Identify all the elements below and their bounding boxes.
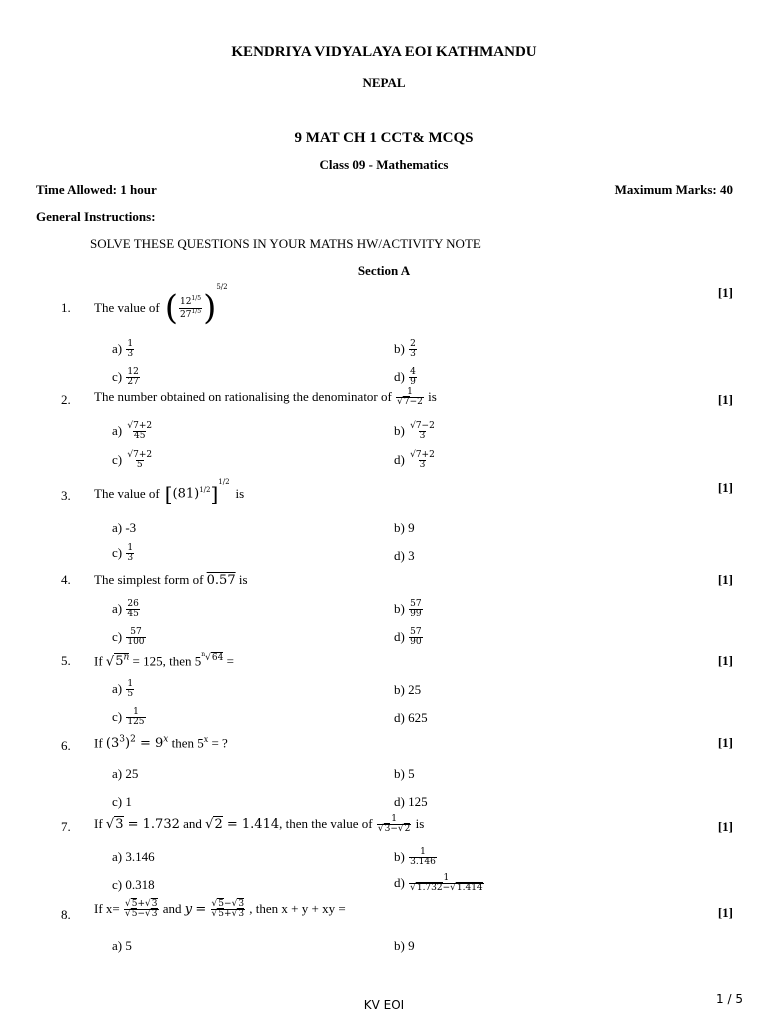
q7-sqrt3: √3 = 1.732 (105, 816, 180, 832)
question-label: The value of (94, 300, 160, 315)
question-mid: then 5 (171, 735, 204, 751)
question-suffix: is (415, 815, 425, 831)
question-mid: , then x + y + xy = (249, 900, 346, 916)
school-name: KENDRIYA VIDYALAYA EOI KATHMANDU (231, 44, 537, 60)
q1-exponent: 5/2 (216, 283, 228, 291)
option-b[interactable]: b) 9 (394, 938, 415, 953)
q4-value: 0.57 (206, 573, 236, 588)
question-marks: [1] (717, 480, 733, 495)
option-a[interactable]: a) -3 (112, 520, 137, 535)
option-a[interactable]: a) 5 (112, 938, 132, 953)
option-a[interactable]: a) 3.146 (112, 849, 155, 864)
option-a[interactable]: a) $\frac{26}{45}$ (112, 599, 139, 620)
question-text (94, 388, 437, 408)
q5-root: √5$^n$ (105, 653, 130, 670)
question-label: The number obtained on rationalising the denominator of (94, 388, 392, 404)
time-allowed: Time Allowed: 1 hour (36, 182, 157, 197)
question-number: 2. (61, 392, 71, 407)
question-label: The value of (94, 486, 160, 501)
option-c[interactable]: c) $\frac{12}{27}$ (112, 367, 139, 388)
question-number: 6. (61, 738, 71, 753)
option-d[interactable]: d) 625 (394, 710, 428, 725)
paren-close: ) (203, 288, 217, 328)
option-d[interactable]: d) 125 (394, 794, 428, 809)
question-suffix: = (226, 653, 234, 669)
question-number: 4. (61, 572, 71, 587)
question-text (94, 734, 228, 751)
q5-exponent: n√64 (201, 651, 224, 663)
question-text (94, 478, 244, 510)
question-number: 7. (61, 819, 71, 834)
q6-expression: $(3^3)^2 = 9^x$ (105, 735, 169, 752)
option-d[interactable]: d) $\frac{√7+2}{3}$ (394, 450, 435, 471)
question-label: If (94, 815, 103, 831)
option-a[interactable]: a) $\frac{1}{3}$ (112, 339, 134, 360)
question-label: If x= (94, 900, 120, 916)
option-d[interactable]: d) $\frac{1}{√1.732-√1.414}$ (394, 873, 483, 894)
question-mid: = 125, then 5 (132, 653, 202, 669)
question-marks: [1] (717, 905, 733, 920)
question-marks: [1] (717, 392, 733, 407)
question-text: If x= $\frac{√5+√3}{√5-√3}$ and y = $\frac{√5-√3}{√5+√3}$ , then x + y + xy = (94, 899, 346, 920)
q8-x-fraction: $\frac{√5+√3}{√5-√3}$ (125, 899, 158, 920)
question-marks: [1] (717, 735, 733, 750)
question-and: and (162, 900, 182, 916)
question-mid: , then the value of (279, 815, 373, 831)
question-text (94, 285, 228, 331)
question-marks: [1] (717, 819, 733, 834)
option-c[interactable]: c) $\frac{57}{100}$ (112, 627, 145, 648)
footer-label: KV EOI (363, 998, 405, 1012)
bracket-close: ] (210, 482, 219, 506)
option-b[interactable]: b) $\frac{1}{3.146}$ (394, 847, 436, 868)
paper-title: 9 MAT CH 1 CCT& MCQS (294, 130, 474, 146)
q8-y: y (184, 901, 193, 917)
q1-expression: $\frac{12^{1/5}}{27^{1/5}}$ (179, 295, 202, 320)
question-suffix: = ? (211, 735, 228, 751)
option-c[interactable]: c) 1 (112, 794, 132, 809)
question-number: 3. (61, 488, 71, 503)
paren-open: ( (164, 288, 178, 328)
question-number: 1. (61, 300, 71, 315)
option-b[interactable]: b) $\frac{2}{3}$ (394, 339, 416, 360)
option-a[interactable]: a) $\frac{√7+2}{45}$ (112, 421, 153, 442)
question-suffix: is (238, 572, 248, 587)
instruction-text: SOLVE THESE QUESTIONS IN YOUR MATHS HW/ACTIVITY NOTE (90, 236, 481, 251)
paper-subtitle: Class 09 - Mathematics (319, 157, 449, 172)
question-number: 5. (61, 653, 71, 668)
max-marks: Maximum Marks: 40 (614, 182, 733, 197)
question-text (94, 572, 248, 588)
question-label: If (94, 653, 103, 669)
question-suffix: is (428, 388, 437, 404)
section-heading: Section A (357, 263, 411, 278)
option-d[interactable]: d) $\frac{4}{9}$ (394, 367, 416, 388)
page-number: 1 / 5 (716, 992, 743, 1006)
option-b[interactable]: b) 9 (394, 520, 415, 535)
option-c[interactable]: c) $\frac{1}{3}$ (112, 543, 134, 564)
instructions-heading: General Instructions: (36, 209, 156, 224)
option-d[interactable]: d) $\frac{57}{90}$ (394, 627, 422, 648)
option-b[interactable]: b) 5 (394, 766, 415, 781)
country: NEPAL (362, 75, 406, 90)
question-number: 8. (61, 907, 71, 922)
option-b[interactable]: b) $\frac{57}{99}$ (394, 599, 422, 620)
option-d[interactable]: d) 3 (394, 548, 415, 563)
option-b[interactable]: b) 25 (394, 682, 422, 697)
question-suffix: is (235, 486, 245, 501)
question-text (94, 815, 424, 835)
q3-expression: $(81)^{1/2}$ (172, 486, 211, 502)
option-c[interactable]: c) 0.318 (112, 877, 155, 892)
option-c[interactable]: c) $\frac{√7+2}{5}$ (112, 450, 153, 471)
q6-x: x (203, 734, 209, 744)
q3-exponent: 1/2 (218, 478, 230, 486)
option-a[interactable]: a) 25 (112, 766, 139, 781)
question-label: The simplest form of (94, 572, 204, 587)
option-a[interactable]: a) $\frac{1}{5}$ (112, 679, 134, 700)
question-and: and (183, 815, 202, 831)
option-b[interactable]: b) $\frac{√7-2}{3}$ (394, 421, 435, 442)
q8-y-fraction: $\frac{√5-√3}{√5+√3}$ (211, 899, 245, 920)
question-marks: [1] (717, 653, 733, 668)
question-marks: [1] (717, 572, 733, 587)
q7-fraction: $\frac{1}{√3-√2}$ (377, 814, 411, 835)
question-marks: [1] (717, 285, 733, 300)
question-text (94, 651, 234, 669)
q7-sqrt2: √2 = 1.414 (205, 816, 280, 832)
option-c[interactable]: c) $\frac{1}{125}$ (112, 707, 145, 728)
question-label: If (94, 735, 103, 751)
bracket-open: [ (164, 482, 173, 506)
q2-fraction: $\frac{1}{√7-2}$ (397, 387, 423, 408)
